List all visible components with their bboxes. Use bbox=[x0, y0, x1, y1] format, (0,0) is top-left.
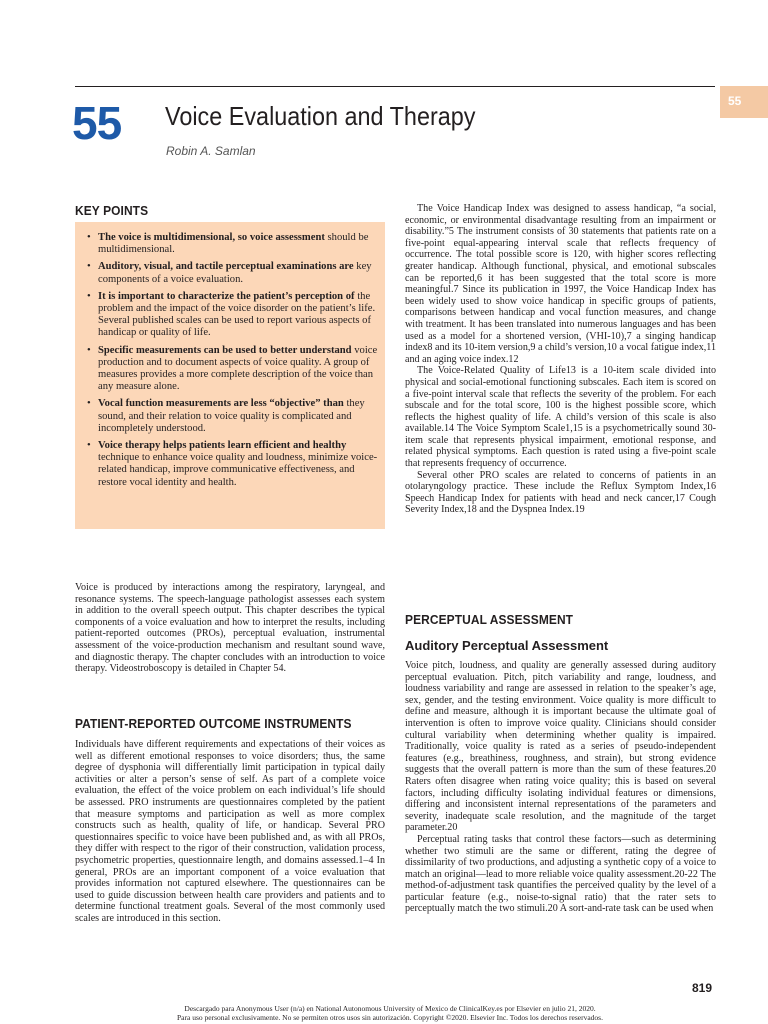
chapter-side-tab bbox=[720, 86, 768, 118]
key-point-text: the problem and the impact of the voice disorder on the patient’s life. Several published scales can be used to report various aspects of handicap or quality of life. bbox=[98, 290, 376, 339]
pro-heading: PATIENT-REPORTED OUTCOME INSTRUMENTS bbox=[75, 716, 352, 731]
key-points-heading: KEY POINTS bbox=[75, 203, 149, 218]
key-point-text: key components of a voice evaluation. bbox=[98, 261, 372, 285]
key-points-list bbox=[83, 232, 378, 494]
key-point-item bbox=[83, 261, 378, 285]
vhi-paragraph: The Voice Handicap Index was designed to assess handicap, “a social, economic, or environmental disadvantage resulting from an impairment or disability.”5 The instrument consists of 30 statements that patients rate on a five-point equal-appearing interval scale that reflects frequency of occurrence. The total possible score is 120, with higher scores reflecting greater handicap. Although functional, physical, and emotional subscales can be reported,6 it has been suggested that the total score is more meaningful.7 Since its publication in 1997, the Voice Handicap Index has been widely used to show voice handicap in specific groups of patients, comparisons between handicap and vocal function measures, and change with treatment. It has been translated into numerous languages and has been used as a model for a shortened version, (VHI-10),7 a singing handicap index8 and its 10-item version,9 a child’s version,10 a vocal fatigue index,11 and an aging voice index.12 bbox=[405, 203, 716, 365]
footer-line-2: Para uso personal exclusivamente. No se permiten otros usos sin autorización. Copyright ©2020. Elsevier Inc. Todos los derechos reservados. bbox=[177, 1013, 603, 1022]
auditory-paragraph: Voice pitch, loudness, and quality are generally assessed during auditory perceptual evaluation. Pitch, pitch variability and range, loudness, and loudness variability and range are assessed in relation to the speaker’s age, sex, gender, and the testing environment. Voice quality is more difficult to define and measure, although it is important because the ultimate goal of intervention is often to improve voice quality. Clinicians should consider cultural variability when determining whether quality is impaired. Traditionally, voice quality is rated as a series of pseudo-independent features (e.g., breathiness, roughness, and strain), but strong evidence suggests that the overall pattern is more than the sum of these features.20 Raters often disagree when rating voice quality; this is based on several factors, including difficulty isolating individual features or dimensions, differing and inconsistent internal representations of the parameters and severity, inadequate scale resolution, and the magnitude of the target parameter.20 bbox=[405, 660, 716, 834]
chapter-title: Voice Evaluation and Therapy bbox=[165, 101, 476, 131]
rating-tasks-paragraph: Perceptual rating tasks that control these factors—such as determining whether two stimuli are the same or different, rating the degree of dissimilarity of two productions, and adjusting a synthetic copy of a voice to match an original—lead to more reliable voice quality assessment.20-22 The method-of-adjustment task quantifies the perceived quality by the level of a particular feature (e.g., noise-to-signal ratio) that the rater sets to perceptually match the two stimuli.20 A sort-and-rate task can be used when bbox=[405, 833, 716, 915]
key-point-text: technique to enhance voice quality and loudness, minimize voice-related handicap, improve communicative effectiveness, and restore vocal identity and health. bbox=[98, 452, 378, 488]
page-number: 819 bbox=[692, 981, 713, 995]
author-name: Robin A. Samlan bbox=[166, 144, 256, 158]
auditory-heading: Auditory Perceptual Assessment bbox=[405, 638, 609, 653]
key-point-bold: Specific measurements can be used to better understand bbox=[98, 344, 352, 356]
footer-line-1: Descargado para Anonymous User (n/a) en National Autonomous University of Mexico de ClinicalKey.es por Elsevier en julio 21, 2020. bbox=[184, 1004, 596, 1013]
intro-paragraph: Voice is produced by interactions among the respiratory, laryngeal, and resonance systems. The speech-language pathologist assesses each system in addition to the overall speech output. This chapter describes the typical components of a voice evaluation and how to interpret the results, including patient-reported outcomes (PROs), perceptual evaluation, instrumental assessment of the voice-production mechanism and resultant sound wave, and diagnostic therapy. The chapter concludes with an introduction to voice therapy. Videostroboscopy is detailed in Chapter 54. bbox=[75, 582, 385, 675]
right-column-upper bbox=[405, 203, 716, 516]
key-point-item bbox=[83, 291, 378, 340]
key-point-text: voice production and to document aspects of voice quality. A group of measures provides a more complete description of the voice than any measure alone. bbox=[98, 344, 378, 393]
key-point-text: they sound, and their relation to voice quality is complicated and incompletely understood. bbox=[98, 398, 365, 434]
pro-paragraph: Individuals have different requirements and expectations of their voices as well as different emotional responses to voice disorders; thus, the same degree of dysphonia will differentially limit participation in typical daily activities or alter a person’s sense of self. As part of a complete voice evaluation, the effect of the voice problem on each individual’s life should be assessed. PRO instruments are questionnaires completed by the patient that measure symptoms and participation as well as more complex constructs such as health, quality of life, or handicap. Several PRO questionnaires specific to voice have been published and, as with all PROs, they differ with respect to the rigor of their construction, validation process, psychometric properties, questionnaire length, and domains assessed.1–4 In general, PROs are an important component of a voice evaluation that provides information not captured elsewhere. The questionnaires can be used to guide discussion between health care providers and patients and to determine functional treatment goals. Several of the most commonly used scales are introduced in this section. bbox=[75, 739, 385, 924]
key-point-item bbox=[83, 398, 378, 435]
other-pro-paragraph: Several other PRO scales are related to concerns of patients in an otolaryngology practice. These include the Reflux Symptom Index,16 Speech Handicap Index for patients with head and neck cancer,17 Cough Severity Index,18 and the Dyspnea Index.19 bbox=[405, 469, 716, 516]
vrqol-paragraph: The Voice-Related Quality of Life13 is a 10-item scale divided into physical and social-emotional functioning subscales. Each item is scored on a five-point interval scale that reflects the severity of the problem. For each subscale and for the total score, 100 is the highest possible score, which reflects the highest quality of life. A child’s version of this scale is also available.14 The Voice Symptom Scale1,15 is a psychometrically sound 30-item scale that represents physical impairment, emotional response, and related physical symptoms. Each question is rated using a five-point scale that represents frequency of occurrence. bbox=[405, 365, 716, 470]
key-point-text: should be multidimensional. bbox=[98, 232, 369, 256]
key-point-item bbox=[83, 232, 378, 256]
key-point-bold: It is important to characterize the patient’s perception of bbox=[98, 290, 355, 302]
download-footer bbox=[100, 1004, 680, 1022]
perceptual-heading: PERCEPTUAL ASSESSMENT bbox=[405, 612, 574, 627]
key-point-item bbox=[83, 440, 378, 489]
key-point-bold: Voice therapy helps patients learn efficient and healthy bbox=[98, 440, 347, 452]
header-rule bbox=[75, 86, 715, 87]
key-point-item bbox=[83, 345, 378, 394]
right-column-lower bbox=[405, 660, 716, 915]
key-point-bold: The voice is multidimensional, so voice assessment bbox=[98, 232, 325, 243]
chapter-number: 55 bbox=[72, 97, 122, 149]
key-point-bold: Vocal function measurements are less “objective” than bbox=[98, 398, 344, 410]
key-point-bold: Auditory, visual, and tactile perceptual examinations are bbox=[98, 261, 354, 273]
side-tab-label: 55 bbox=[728, 94, 742, 108]
